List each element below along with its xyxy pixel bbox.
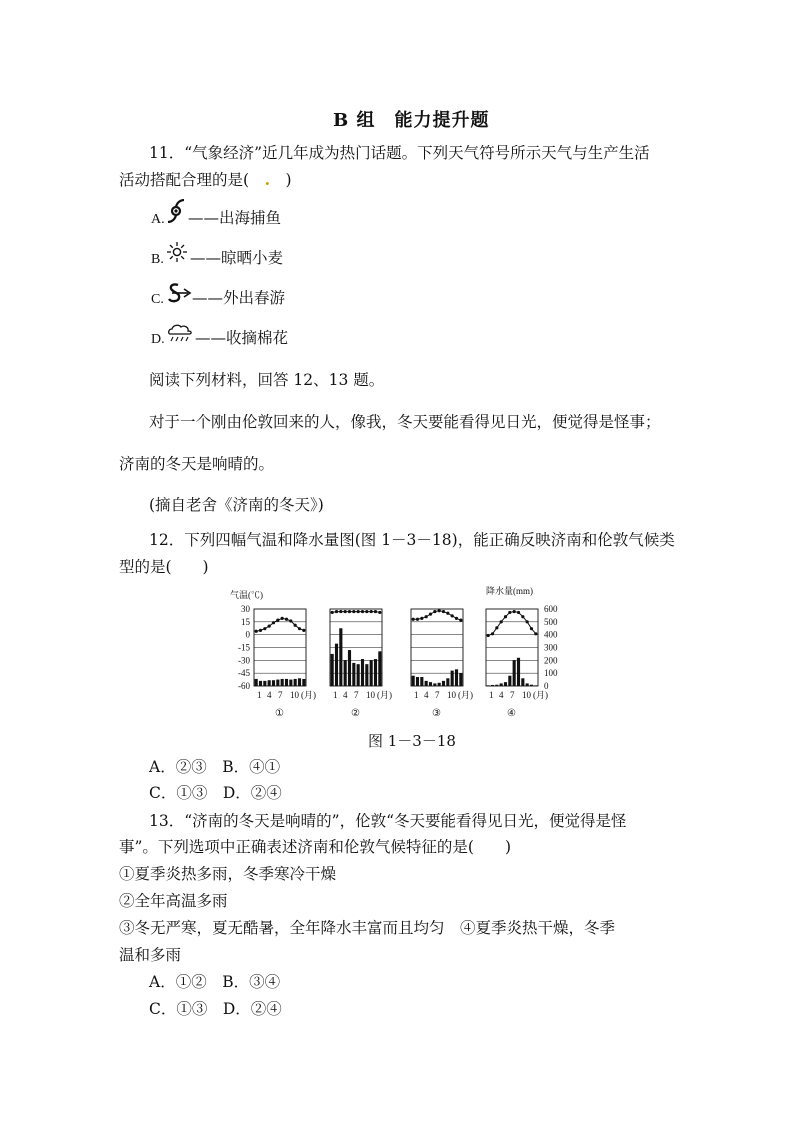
option-a-text: ——出海捕鱼 xyxy=(188,209,282,227)
q13-options-row1: A．①② B．③④ xyxy=(149,973,281,991)
precip-bar xyxy=(281,679,284,686)
temperature-point xyxy=(285,618,288,621)
option-d-text: ——收摘棉花 xyxy=(195,329,289,347)
temperature-point xyxy=(429,613,432,616)
q11-stem-line1: 11．“气象经济”近几年成为热门话题。下列天气符号所示天气与生产生活 xyxy=(149,144,650,162)
q11-stem-text: 活动搭配合理的是( xyxy=(119,171,265,189)
month-tick-label: 4 xyxy=(343,690,348,700)
temperature-point xyxy=(268,625,271,628)
typhoon-symbol-icon xyxy=(166,199,186,223)
precip-bar xyxy=(374,659,377,686)
precip-bar xyxy=(335,644,338,686)
temperature-point xyxy=(425,615,428,618)
temperature-point xyxy=(446,612,449,615)
q11-stem-line2 xyxy=(119,170,292,190)
temperature-point xyxy=(508,611,511,614)
precip-bar xyxy=(259,681,262,686)
precip-bar xyxy=(255,679,258,686)
precip-bar xyxy=(429,682,432,686)
precip-bar xyxy=(420,677,423,686)
precip-bar xyxy=(294,679,297,686)
month-tick-label: 1 xyxy=(414,690,419,700)
month-tick-label: 10 xyxy=(447,690,456,700)
passage-source: (摘自老舍《济南的冬天》) xyxy=(149,496,324,514)
temperature-point xyxy=(504,615,507,618)
month-tick-label: 7 xyxy=(435,690,440,700)
temperature-point xyxy=(513,610,516,613)
q13-item3-cont: 温和多雨 xyxy=(119,946,182,964)
temperature-point xyxy=(298,627,301,630)
q13-item1: ①夏季炎热多雨，冬季寒冷干燥 xyxy=(119,865,337,883)
month-tick-label: 10 xyxy=(522,690,531,700)
q11-option-c xyxy=(151,288,164,310)
temperature-point xyxy=(521,615,524,618)
q13-stem-line1: 13．“济南的冬天是响晴的”，伦敦“冬天要能看得见日光，便觉得是怪 xyxy=(149,812,627,830)
precip-bar xyxy=(272,680,275,686)
temperature-point xyxy=(255,630,258,633)
q11-option-b xyxy=(151,248,164,270)
month-tick-label: 4 xyxy=(267,690,272,700)
precip-bar xyxy=(357,664,360,686)
temperature-point xyxy=(365,610,368,613)
precipitation-tick-label: 600 xyxy=(544,604,558,614)
month-tick-label: 10 xyxy=(290,690,299,700)
q11-option-a xyxy=(151,208,165,230)
chart-number-label: ① xyxy=(275,708,284,719)
precip-bar xyxy=(416,677,419,686)
temperature-point xyxy=(331,611,334,614)
precip-bar xyxy=(442,681,445,686)
temperature-point xyxy=(526,620,529,623)
temperature-tick-label: -45 xyxy=(238,668,250,679)
precip-bar xyxy=(451,671,454,686)
precipitation-tick-label: 300 xyxy=(544,642,558,653)
precipitation-axis-title: 降水量(mm) xyxy=(486,586,533,596)
temperature-tick-label: 0 xyxy=(245,629,250,640)
month-tick-label: (月) xyxy=(301,690,316,700)
temperature-point xyxy=(276,619,279,622)
precip-bar xyxy=(298,678,301,686)
temperature-point xyxy=(416,618,419,621)
option-c-text: ——外出春游 xyxy=(192,289,286,307)
temperature-point xyxy=(487,634,490,637)
month-tick-label: 7 xyxy=(278,690,283,700)
sandstorm-symbol-icon xyxy=(166,282,192,304)
precip-bar xyxy=(268,680,271,686)
precip-bar xyxy=(508,676,511,686)
month-tick-label: 10 xyxy=(366,690,375,700)
temperature-point xyxy=(361,610,364,613)
precip-bar xyxy=(487,685,490,686)
temperature-point xyxy=(517,611,520,614)
temperature-point xyxy=(302,629,305,632)
temperature-point xyxy=(281,617,284,620)
month-tick-label: 1 xyxy=(333,690,338,700)
temperature-point xyxy=(455,617,458,620)
chart-number-label: ② xyxy=(351,708,360,719)
precipitation-tick-label: 200 xyxy=(544,655,558,666)
temperature-point xyxy=(374,610,377,613)
temperature-point xyxy=(442,610,445,613)
precipitation-tick-label: 0 xyxy=(544,681,549,691)
q13-options-row2: C．①③ D．②④ xyxy=(149,1000,282,1018)
passage-line1: 对于一个刚由伦敦回来的人，像我，冬天要能看得见日光，便觉得是怪事； xyxy=(149,413,661,431)
precip-bar xyxy=(339,628,342,686)
precip-bar xyxy=(513,660,516,686)
precip-bar xyxy=(276,680,279,686)
temperature-point xyxy=(459,619,462,622)
temperature-point xyxy=(433,610,436,613)
month-tick-label: 1 xyxy=(489,690,494,700)
q13-item2: ②全年高温多雨 xyxy=(119,892,228,910)
precip-bar xyxy=(352,663,355,686)
temperature-point xyxy=(344,610,347,613)
chart-number-label: ③ xyxy=(432,708,441,719)
option-b-text: ——晾晒小麦 xyxy=(190,249,284,267)
option-d-label: D. xyxy=(151,332,165,347)
precip-bar xyxy=(433,683,436,686)
month-tick-label: (月) xyxy=(533,690,548,700)
q12-stem-line1: 12．下列四幅气温和降水量图(图 1－3－18)，能正确反映济南和伦敦气候类 xyxy=(149,531,675,549)
temperature-point xyxy=(420,617,423,620)
precip-bar xyxy=(289,680,292,686)
precipitation-tick-label: 500 xyxy=(544,616,558,627)
temperature-tick-label: -60 xyxy=(238,681,250,691)
temperature-point xyxy=(438,609,441,612)
precip-bar xyxy=(526,683,529,686)
precip-bar xyxy=(331,654,334,686)
precip-bar xyxy=(521,678,524,686)
precipitation-tick-label: 100 xyxy=(544,668,558,679)
precipitation-tick-label: 400 xyxy=(544,629,558,640)
q13-stem-line2: 事”。下列选项中正确表述济南和伦敦气候特征的是( ) xyxy=(119,838,512,856)
precip-bar xyxy=(285,679,288,686)
month-tick-label: 4 xyxy=(424,690,429,700)
chart-number-label: ④ xyxy=(507,708,516,719)
precip-bar xyxy=(378,651,381,686)
precip-bar xyxy=(517,658,520,686)
temperature-point xyxy=(352,610,355,613)
temperature-point xyxy=(370,610,373,613)
temperature-point xyxy=(378,611,381,614)
climate-charts-figure xyxy=(228,582,580,722)
month-tick-label: (月) xyxy=(377,690,392,700)
temperature-point xyxy=(357,610,360,613)
temperature-point xyxy=(491,632,494,635)
temperature-tick-label: 15 xyxy=(241,616,250,627)
q12-stem-line2: 型的是( ) xyxy=(119,558,209,576)
precip-bar xyxy=(425,681,428,686)
figure-caption: 图 1－3－18 xyxy=(368,732,456,750)
temperature-point xyxy=(451,614,454,617)
temperature-point xyxy=(495,626,498,629)
temperature-tick-label: -30 xyxy=(238,655,250,666)
precip-bar xyxy=(459,673,462,686)
temperature-point xyxy=(530,627,533,630)
option-a-label: A. xyxy=(151,212,165,227)
precip-bar xyxy=(455,669,458,686)
precip-bar xyxy=(302,679,305,686)
q12-options-row2: C．①③ D．②④ xyxy=(149,784,282,802)
option-c-label: C. xyxy=(151,292,164,307)
precip-bar xyxy=(365,664,368,686)
precip-bar xyxy=(446,678,449,686)
precip-bar xyxy=(348,650,351,686)
temperature-point xyxy=(348,610,351,613)
precip-bar xyxy=(263,681,266,686)
precip-bar xyxy=(491,685,494,686)
temperature-point xyxy=(289,619,292,622)
q12-options-row1: A．②③ B．④① xyxy=(149,758,281,776)
temperature-point xyxy=(534,632,537,635)
temperature-point xyxy=(263,627,266,630)
precip-bar xyxy=(370,660,373,686)
month-tick-label: 7 xyxy=(510,690,515,700)
precip-bar xyxy=(534,685,537,686)
temperature-tick-label: 30 xyxy=(241,604,250,614)
temperature-point xyxy=(339,610,342,613)
temperature-point xyxy=(335,610,338,613)
temperature-point xyxy=(412,618,415,621)
temperature-point xyxy=(272,621,275,624)
option-b-label: B. xyxy=(151,252,164,267)
passage-line2: 济南的冬天是响晴的。 xyxy=(119,455,275,473)
reading-intro: 阅读下列材料，回答 12、13 题。 xyxy=(149,371,385,389)
temperature-point xyxy=(294,624,297,627)
precip-bar xyxy=(530,685,533,686)
month-tick-label: 7 xyxy=(354,690,359,700)
precip-bar xyxy=(412,676,415,686)
rain-cloud-symbol-icon xyxy=(166,322,194,344)
sunny-symbol-icon xyxy=(166,241,188,263)
temperature-tick-label: -15 xyxy=(238,642,250,653)
temperature-axis-title: 气温(℃) xyxy=(230,590,263,600)
q11-option-d xyxy=(151,328,165,350)
temperature-point xyxy=(259,629,262,632)
month-tick-label: 1 xyxy=(257,690,262,700)
precip-bar xyxy=(500,683,503,686)
precip-bar xyxy=(438,683,441,686)
precip-bar xyxy=(344,660,347,686)
temperature-point xyxy=(500,620,503,623)
precip-bar xyxy=(504,682,507,686)
q11-paren-close: ) xyxy=(269,171,292,189)
section-title: B 组 能力提升题 xyxy=(333,110,490,131)
month-tick-label: 4 xyxy=(499,690,504,700)
answer-dot: . xyxy=(264,170,270,189)
month-tick-label: (月) xyxy=(458,690,473,700)
q13-item3: ③冬无严寒，夏无酷暑，全年降水丰富而且均匀 ④夏季炎热干燥，冬季 xyxy=(119,919,616,937)
precip-bar xyxy=(495,685,498,686)
precip-bar xyxy=(361,659,364,686)
